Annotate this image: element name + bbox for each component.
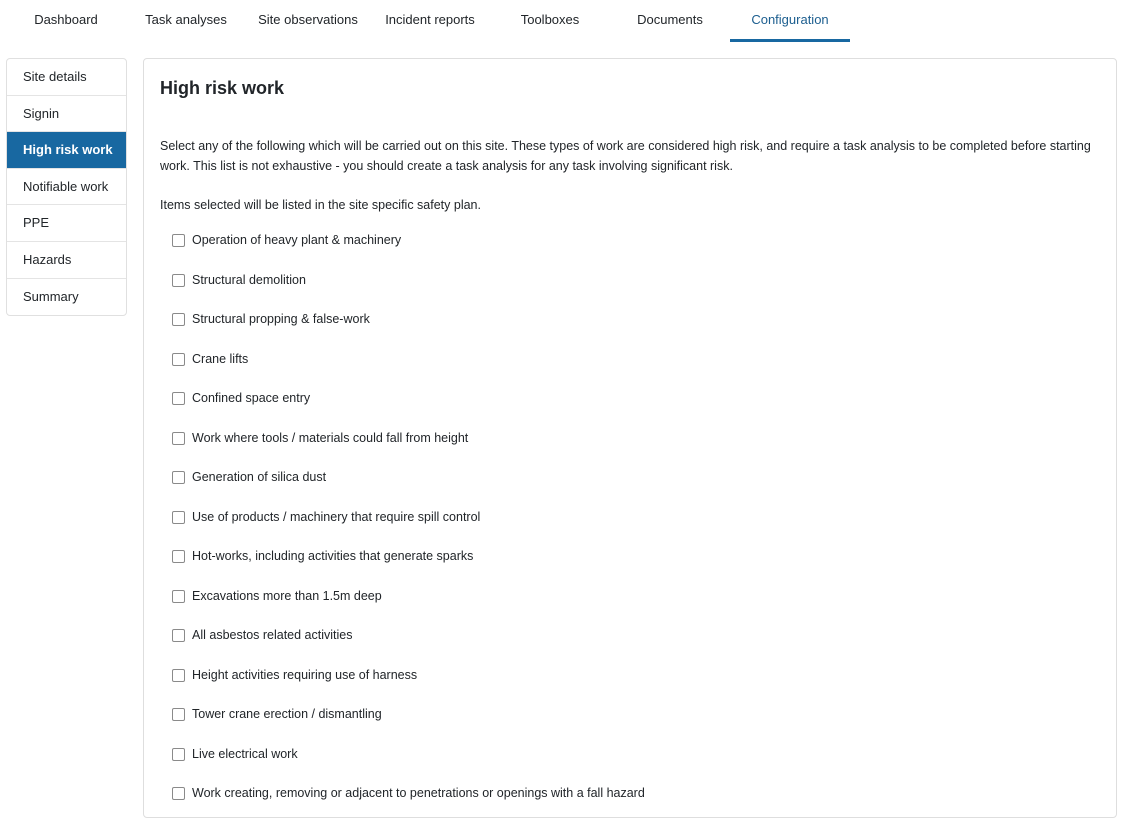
checkbox[interactable] [172,234,185,247]
tab-documents[interactable]: Documents [637,12,703,27]
tab-dashboard[interactable]: Dashboard [34,12,98,27]
checkbox-label[interactable]: Use of products / machinery that require spill control [192,509,481,524]
tab-configuration[interactable]: Configuration [730,0,850,42]
checkbox[interactable] [172,313,185,326]
tab-task-analyses[interactable]: Task analyses [145,12,227,27]
config-sidebar [6,58,127,316]
top-navigation [0,0,1131,42]
checkbox[interactable] [172,550,185,563]
sidebar-item-notifiable-work[interactable]: Notifiable work [7,169,126,206]
sidebar-item-signin[interactable]: Signin [7,96,126,133]
high-risk-work-panel [143,58,1117,818]
checkbox[interactable] [172,590,185,603]
checkbox-label[interactable]: Work where tools / materials could fall from height [192,430,469,445]
checklist-item[interactable] [172,665,1102,705]
page-title: High risk work [160,78,285,98]
checkbox-label[interactable]: All asbestos related activities [192,628,353,642]
checkbox[interactable] [172,708,185,721]
checkbox[interactable] [172,471,185,484]
checkbox-label[interactable]: Generation of silica dust [192,470,327,484]
sidebar-item-summary[interactable]: Summary [23,288,79,304]
sidebar-item-site-details[interactable]: Site details [7,59,126,96]
tab-incident-reports[interactable]: Incident reports [385,12,475,27]
checkbox[interactable] [172,748,185,761]
checkbox[interactable] [172,511,185,524]
checkbox[interactable] [172,274,185,287]
checkbox-label[interactable]: Excavations more than 1.5m deep [192,588,382,603]
checkbox-label[interactable]: Confined space entry [192,391,311,405]
panel-description: Select any of the following which will be carried out on this site. These types of work are considered high risk, and require a task analysis to be completed before starting work. This list is not exhaustive - you should create a task analysis for any task involving significant risk. [160,139,1091,173]
checkbox-label[interactable]: Height activities requiring use of harness [192,667,418,682]
checklist-item[interactable] [172,546,1102,586]
checkbox-label[interactable]: Hot-works, including activities that generate sparks [192,549,474,563]
checklist-item[interactable] [172,388,1102,428]
checklist-item[interactable] [172,270,1102,310]
checklist-item[interactable] [172,586,1102,626]
checklist-item[interactable] [172,428,1102,468]
checkbox[interactable] [172,669,185,682]
checklist-item[interactable] [172,744,1102,784]
checkbox-label[interactable]: Crane lifts [192,351,249,366]
checkbox[interactable] [172,629,185,642]
checklist-item[interactable] [172,230,1102,270]
panel-note: Items selected will be listed in the site specific safety plan. [160,198,481,212]
checkbox-label[interactable]: Work creating, removing or adjacent to penetrations or openings with a fall hazard [192,786,645,800]
checklist-item[interactable] [172,704,1102,744]
checklist-item[interactable] [172,625,1102,665]
checklist-item[interactable] [172,507,1102,547]
checkbox-label[interactable]: Structural propping & false-work [192,312,370,326]
checklist-item[interactable] [172,467,1102,507]
checklist-item[interactable] [172,783,1102,823]
checkbox-label[interactable]: Operation of heavy plant & machinery [192,233,402,247]
checkbox-label[interactable]: Structural demolition [192,272,306,287]
sidebar-item-high-risk-work[interactable]: High risk work [7,132,126,169]
tab-site-observations[interactable]: Site observations [258,12,358,27]
sidebar-item-ppe[interactable]: PPE [7,205,126,242]
checkbox-label[interactable]: Tower crane erection / dismantling [192,707,382,721]
checkbox[interactable] [172,353,185,366]
checkbox-label[interactable]: Live electrical work [192,746,298,761]
high-risk-checklist [172,230,1102,823]
checkbox[interactable] [172,787,185,800]
sidebar-item-hazards[interactable]: Hazards [7,242,126,279]
checkbox[interactable] [172,432,185,445]
checklist-item[interactable] [172,349,1102,389]
checkbox[interactable] [172,392,185,405]
tab-toolboxes[interactable]: Toolboxes [520,12,580,27]
checklist-item[interactable] [172,309,1102,349]
